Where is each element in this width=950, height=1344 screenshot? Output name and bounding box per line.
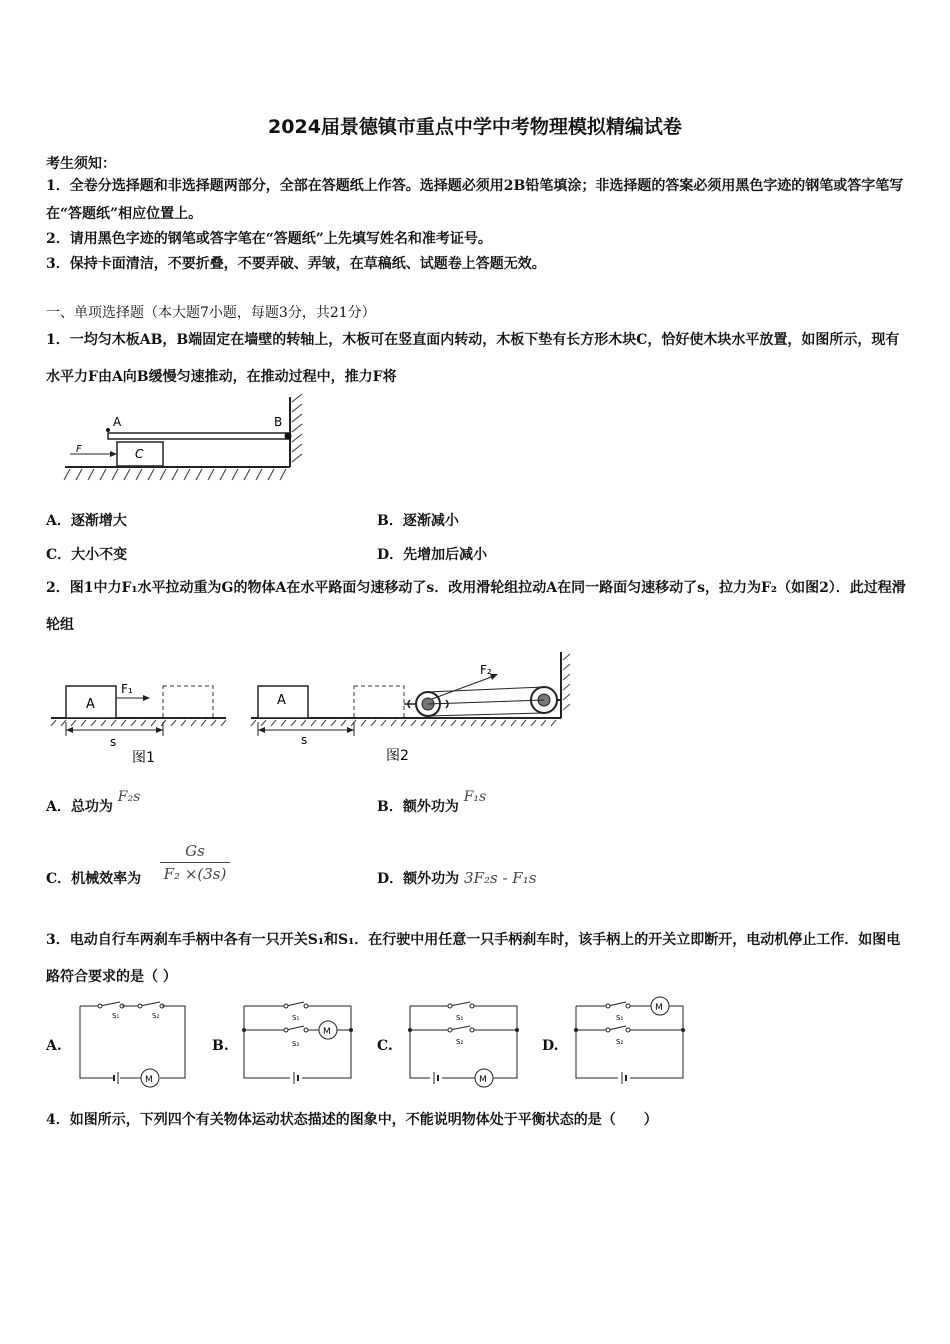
q2-fig2-dist: s (301, 733, 308, 747)
q2-fig1-caption: 图1 (132, 750, 155, 766)
q3-option-d[interactable]: D. (542, 1038, 559, 1054)
page-title: 2024届景德镇市重点中学中考物理模拟精编试卷 (268, 116, 682, 138)
q3-option-a[interactable]: A. (46, 1038, 62, 1054)
circuit-d-s2: S₂ (616, 1038, 624, 1046)
circuit-b-s2: S₂ (292, 1040, 300, 1048)
circuit-a (70, 998, 195, 1088)
q2-option-c-denominator: F₂ ×(3s) (163, 865, 227, 883)
q2-figure (46, 650, 576, 770)
q1-option-d[interactable]: D．先增加后减小 (377, 547, 488, 563)
q1-figure (60, 392, 310, 487)
notice-item-1: 1．全卷分选择题和非选择题两部分，全部在答题纸上作答。选择题必须用2B铅笔填涂；非选择题的答案必须用黑色字迹的钢笔或答字笔写在“答题纸”相应位置上。 (46, 178, 904, 222)
q2-fig1-dist: s (110, 735, 117, 749)
q3-option-b[interactable]: B. (212, 1038, 229, 1054)
q2-fig2-force: F₂ (480, 663, 492, 677)
circuit-a-s1: S₁ (112, 1012, 120, 1020)
q2-option-b-math: F₁s (463, 789, 487, 805)
q2-option-c-numerator: Gs (160, 842, 230, 863)
circuit-b-motor: M (323, 1027, 331, 1037)
q2-figure-2 (251, 652, 570, 764)
q2-option-b-label: B．额外功为 (377, 799, 459, 815)
q2-option-a-math: F₂s (117, 789, 141, 805)
q2-option-c-label: C．机械效率为 (46, 871, 142, 887)
notice-heading: 考生须知： (46, 156, 116, 172)
q1-label-f: F (76, 444, 82, 455)
q2-option-c-fraction (160, 842, 230, 883)
notice-item-3: 3．保持卡面清洁，不要折叠，不要弄破、弄皱，在草稿纸、试题卷上答题无效。 (46, 256, 546, 272)
q2-fig2-block: A (277, 693, 286, 708)
q2-fig2-caption: 图2 (386, 748, 409, 764)
circuit-a-s2: S₂ (152, 1012, 160, 1020)
q2-option-b[interactable] (377, 789, 487, 816)
q1-label-a: A (113, 415, 122, 429)
q3-option-c[interactable]: C. (377, 1038, 393, 1054)
q1-option-b[interactable]: B．逐渐减小 (377, 513, 459, 529)
q2-fig1-force: F₁ (121, 682, 133, 696)
circuit-d-s1: S₁ (616, 1014, 624, 1022)
q2-option-d[interactable] (377, 868, 536, 888)
question-4-text: 4．如图所示，下列四个有关物体运动状态描述的图象中，不能说明物体处于平衡状态的是（ ） (46, 1112, 658, 1128)
circuit-c (402, 998, 527, 1088)
circuit-c-s1: S₁ (456, 1014, 464, 1022)
circuit-d (568, 994, 693, 1088)
q1-label-c: C (135, 447, 144, 461)
question-2-text: 2．图1中力F₁水平拉动重为G的物体A在水平路面匀速移动了s．改用滑轮组拉动A在同一路面匀速移动了s，拉力为F₂（如图2）．此过程滑轮组 (46, 580, 906, 633)
q2-option-d-label: D．额外功为 (377, 871, 460, 887)
q2-option-d-math: 3F₂s - F₁s (464, 869, 537, 887)
section-heading: 一、单项选择题（本大题7小题，每题3分，共21分） (46, 305, 376, 321)
q1-option-a[interactable]: A．逐渐增大 (46, 513, 127, 529)
q2-option-a-label: A．总功为 (46, 799, 113, 815)
q2-fig1-block: A (86, 697, 95, 712)
circuit-d-motor: M (655, 1003, 663, 1013)
circuit-b-s1: S₁ (292, 1014, 300, 1022)
circuit-c-s2: S₂ (456, 1038, 464, 1046)
q2-option-c[interactable] (46, 868, 141, 888)
q2-figure-1 (51, 682, 226, 766)
circuit-a-motor: M (145, 1075, 153, 1085)
circuit-b (236, 998, 361, 1088)
circuit-c-motor: M (479, 1075, 487, 1085)
question-3-text: 3．电动自行车两刹车手柄中各有一只开关S₁和S₁．在行驶中用任意一只手柄刹车时，该手柄上的开关立即断开，电动机停止工作．如图电路符合要求的是（ ） (46, 932, 901, 985)
q1-label-b: B (274, 415, 283, 429)
notice-item-2: 2．请用黑色字迹的钢笔或答字笔在“答题纸”上先填写姓名和准考证号。 (46, 231, 492, 247)
question-1-text: 1．一均匀木板AB，B端固定在墙壁的转轴上，木板可在竖直面内转动，木板下垫有长方形木块C，恰好使木块水平放置，如图所示，现有水平力F由A向B缓慢匀速推动，在推动过程中，推力F将 (46, 332, 900, 385)
q2-option-a[interactable] (46, 789, 141, 816)
q1-option-c[interactable]: C．大小不变 (46, 547, 128, 563)
